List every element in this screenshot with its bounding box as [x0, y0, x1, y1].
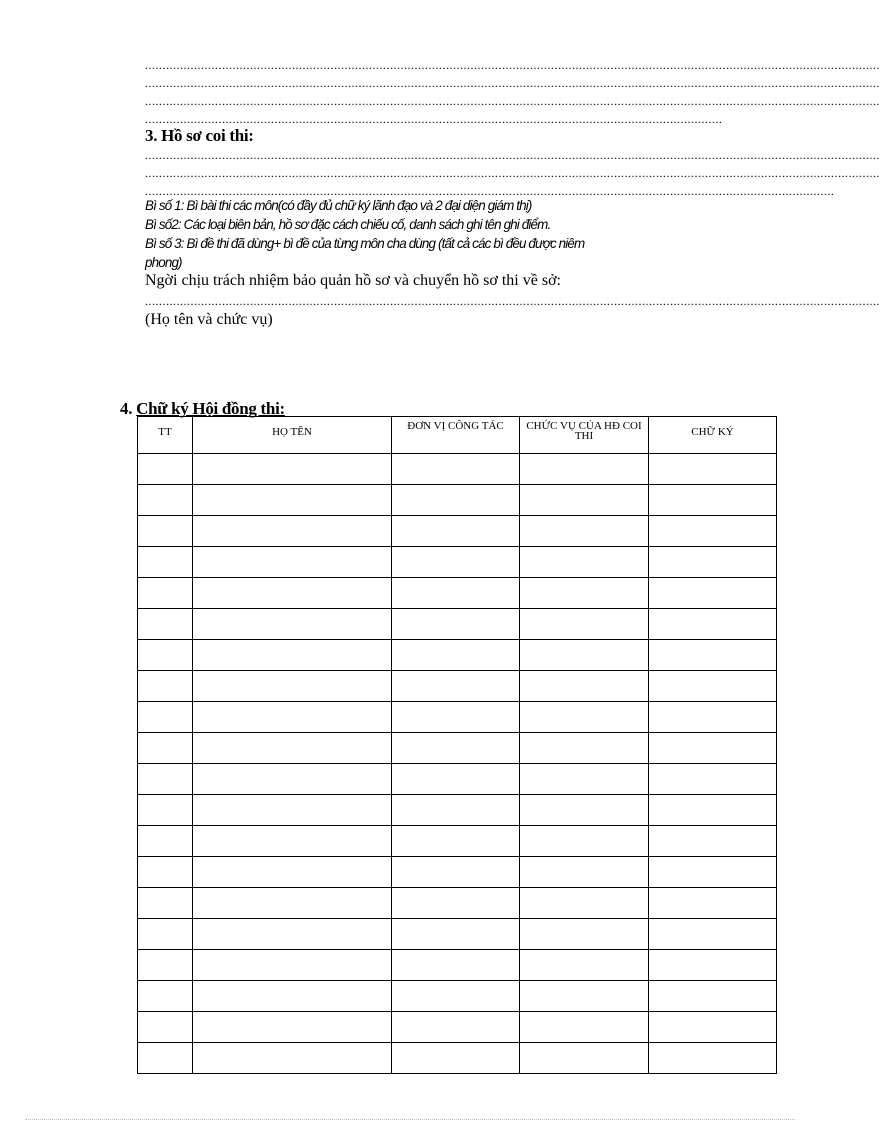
table-row	[138, 547, 777, 578]
table-row	[138, 671, 777, 702]
table-cell[interactable]	[193, 1012, 392, 1043]
page-bottom-border	[25, 1119, 795, 1120]
table-cell[interactable]	[138, 919, 193, 950]
table-cell[interactable]	[138, 795, 193, 826]
table-row	[138, 485, 777, 516]
dotted-line: ..................................................................................................................................................................................................................	[145, 94, 880, 108]
table-cell[interactable]	[520, 795, 649, 826]
table-cell[interactable]	[392, 733, 520, 764]
section-4-number: 4.	[120, 399, 137, 418]
table-cell[interactable]	[520, 981, 649, 1012]
table-cell[interactable]	[392, 919, 520, 950]
table-cell[interactable]	[392, 981, 520, 1012]
table-cell[interactable]	[193, 454, 392, 485]
table-cell[interactable]	[392, 640, 520, 671]
table-cell[interactable]	[193, 640, 392, 671]
table-cell[interactable]	[520, 950, 649, 981]
table-row	[138, 1043, 777, 1074]
table-cell[interactable]	[520, 454, 649, 485]
table-cell[interactable]	[520, 609, 649, 640]
table-row	[138, 919, 777, 950]
dotted-line: ..................................................................................................................................................................................................................	[145, 76, 880, 90]
table-cell[interactable]	[392, 547, 520, 578]
table-row	[138, 609, 777, 640]
section-3-heading: 3. Hồ sơ coi thi:	[145, 126, 254, 145]
table-cell[interactable]	[649, 1012, 777, 1043]
table-cell[interactable]	[392, 485, 520, 516]
col-header-position: CHỨC VỤ CỦA HĐ COI THI	[520, 417, 649, 454]
table-cell[interactable]	[520, 702, 649, 733]
table-cell[interactable]	[520, 826, 649, 857]
table-cell[interactable]	[193, 609, 392, 640]
table-cell[interactable]	[520, 888, 649, 919]
table-cell[interactable]	[392, 1012, 520, 1043]
table-cell[interactable]	[520, 1043, 649, 1074]
table-cell[interactable]	[138, 950, 193, 981]
signature-table	[137, 416, 777, 1074]
table-cell[interactable]	[392, 702, 520, 733]
responsible-person-line: Ngời chịu trách nhiệm bảo quản hồ sơ và chuyển hồ sơ thi về sở:	[145, 272, 561, 289]
table-cell[interactable]	[520, 1012, 649, 1043]
table-cell[interactable]	[138, 981, 193, 1012]
table-cell[interactable]	[392, 888, 520, 919]
table-cell[interactable]	[520, 857, 649, 888]
col-header-signature: CHỮ KÝ	[649, 417, 777, 454]
table-cell[interactable]	[138, 1043, 193, 1074]
table-cell[interactable]	[392, 857, 520, 888]
table-cell[interactable]	[193, 578, 392, 609]
table-cell[interactable]	[520, 764, 649, 795]
col-header-name: HỌ TÊN	[193, 417, 392, 454]
table-cell[interactable]	[193, 671, 392, 702]
table-cell[interactable]	[649, 671, 777, 702]
table-cell[interactable]	[138, 454, 193, 485]
table-cell[interactable]	[193, 516, 392, 547]
name-and-position-note: (Họ tên và chức vụ)	[145, 311, 273, 328]
table-row	[138, 795, 777, 826]
table-cell[interactable]	[520, 516, 649, 547]
table-cell[interactable]	[193, 702, 392, 733]
table-row	[138, 1012, 777, 1043]
table-cell[interactable]	[649, 1043, 777, 1074]
table-cell[interactable]	[138, 702, 193, 733]
table-row	[138, 981, 777, 1012]
table-cell[interactable]	[392, 454, 520, 485]
table-cell[interactable]	[649, 485, 777, 516]
table-cell[interactable]	[392, 795, 520, 826]
dotted-line: .....................................................................................................................................................................	[145, 112, 723, 126]
table-cell[interactable]	[392, 826, 520, 857]
table-cell[interactable]	[138, 609, 193, 640]
dotted-line: ..................................................................................................................................................................................................................	[145, 58, 880, 72]
table-cell[interactable]	[392, 950, 520, 981]
col-header-tt: TT	[138, 417, 193, 454]
table-cell[interactable]	[138, 547, 193, 578]
table-cell[interactable]	[649, 826, 777, 857]
table-cell[interactable]	[193, 950, 392, 981]
table-cell[interactable]	[193, 919, 392, 950]
table-cell[interactable]	[193, 547, 392, 578]
table-header-row	[138, 417, 777, 454]
table-cell[interactable]	[193, 795, 392, 826]
table-cell[interactable]	[193, 764, 392, 795]
table-cell[interactable]	[649, 733, 777, 764]
table-cell[interactable]	[520, 640, 649, 671]
table-cell[interactable]	[193, 857, 392, 888]
table-cell[interactable]	[193, 981, 392, 1012]
table-cell[interactable]	[138, 516, 193, 547]
table-cell[interactable]	[193, 826, 392, 857]
dotted-line: ..................................................................................................................................................................................................................	[145, 148, 880, 162]
table-cell[interactable]	[520, 919, 649, 950]
dotted-line: .....................................................................................................................................................................................................	[145, 184, 835, 198]
table-cell[interactable]	[138, 640, 193, 671]
table-row	[138, 826, 777, 857]
table-cell[interactable]	[392, 764, 520, 795]
table-cell[interactable]	[649, 516, 777, 547]
file-item-3: Bì số 3: Bì đề thi đã dùng+ bì đề của từng môn cha dùng (tất cả các bì đều được niêm	[145, 235, 585, 251]
table-cell[interactable]	[649, 547, 777, 578]
table-row	[138, 578, 777, 609]
table-cell[interactable]	[138, 578, 193, 609]
table-cell[interactable]	[193, 733, 392, 764]
file-item-2: Bì số2: Các loại biên bản, hồ sơ đặc cách chiếu cố, danh sách ghi tên ghi điểm.	[145, 216, 551, 232]
table-cell[interactable]	[520, 671, 649, 702]
table-cell[interactable]	[193, 485, 392, 516]
table-cell[interactable]	[138, 485, 193, 516]
table-row	[138, 640, 777, 671]
table-cell[interactable]	[392, 609, 520, 640]
file-item-3-cont: phong)	[145, 254, 182, 270]
table-cell[interactable]	[649, 640, 777, 671]
table-cell[interactable]	[193, 888, 392, 919]
table-cell[interactable]	[520, 485, 649, 516]
table-cell[interactable]	[649, 950, 777, 981]
table-row	[138, 950, 777, 981]
table-cell[interactable]	[138, 1012, 193, 1043]
dotted-line: ..................................................................................................................................................................................................................	[145, 166, 880, 180]
table-cell[interactable]	[138, 671, 193, 702]
table-row	[138, 733, 777, 764]
table-row	[138, 764, 777, 795]
table-cell[interactable]	[392, 516, 520, 547]
table-row	[138, 702, 777, 733]
table-row	[138, 516, 777, 547]
col-header-unit: ĐƠN VỊ CÔNG TÁC	[392, 417, 520, 454]
table-cell[interactable]	[138, 826, 193, 857]
table-cell[interactable]	[649, 454, 777, 485]
file-item-1: Bì số 1: Bì bài thi các môn(có đầy đủ chữ ký lãnh đạo và 2 đại diện giám thị)	[145, 197, 532, 213]
table-row	[138, 857, 777, 888]
table-cell[interactable]	[649, 857, 777, 888]
table-cell[interactable]	[520, 578, 649, 609]
table-cell[interactable]	[649, 702, 777, 733]
table-cell[interactable]	[649, 609, 777, 640]
table-cell[interactable]	[649, 795, 777, 826]
table-cell[interactable]	[138, 764, 193, 795]
dotted-line: ..................................................................................................................................................................................................................	[145, 294, 880, 308]
table-row	[138, 888, 777, 919]
table-cell[interactable]	[193, 1043, 392, 1074]
table-cell[interactable]	[649, 578, 777, 609]
table-cell[interactable]	[138, 733, 193, 764]
table-cell[interactable]	[138, 888, 193, 919]
table-cell[interactable]	[392, 578, 520, 609]
table-cell[interactable]	[649, 919, 777, 950]
table-cell[interactable]	[392, 1043, 520, 1074]
table-cell[interactable]	[649, 981, 777, 1012]
table-cell[interactable]	[520, 547, 649, 578]
section-4-title: Chữ ký Hội đồng thi:	[136, 399, 285, 418]
table-cell[interactable]	[649, 764, 777, 795]
table-row	[138, 454, 777, 485]
table-cell[interactable]	[520, 733, 649, 764]
table-cell[interactable]	[138, 857, 193, 888]
table-cell[interactable]	[392, 671, 520, 702]
table-cell[interactable]	[649, 888, 777, 919]
signature-table-body	[138, 454, 777, 1074]
